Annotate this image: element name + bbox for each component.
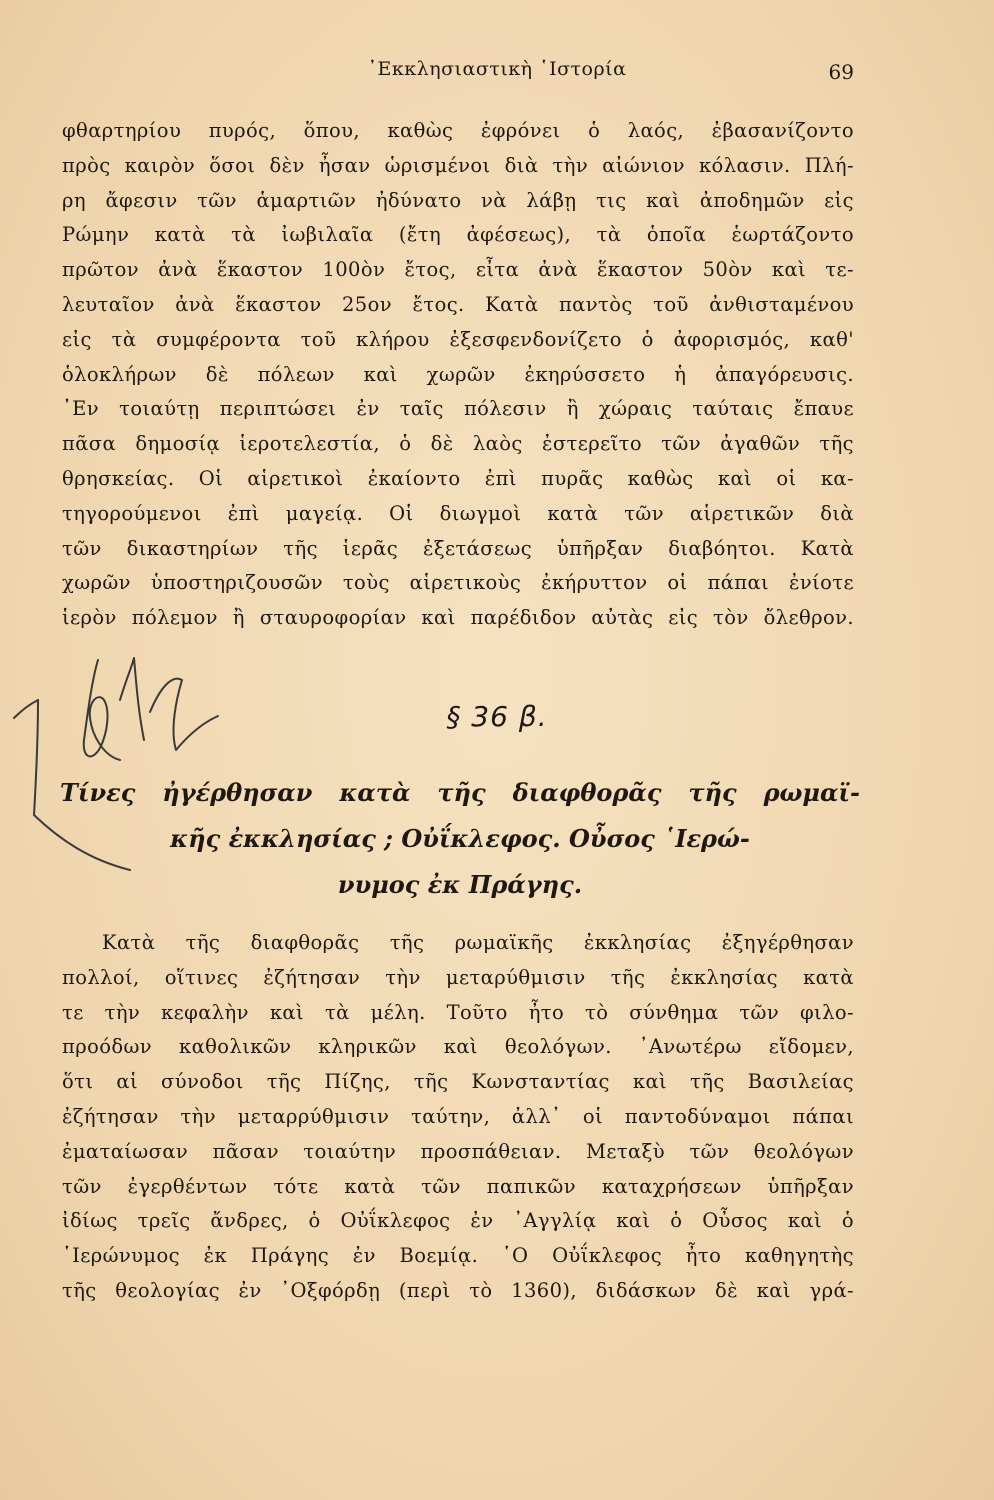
text-line: ῾Ιερώνυμος ἐκ Πράγης ἐν Βοεμίᾳ. ῾Ο Οὐΐκλεφος ἦτο καθηγητὴς (62, 1244, 854, 1268)
section-number: § 36 β. (446, 700, 548, 733)
text-line: πᾶσα δημοσίᾳ ἱεροτελεστία, ὁ δὲ λαὸς ἐστερεῖτο τῶν ἀγαθῶν τῆς (62, 432, 854, 456)
text-line: ᾿Εν τοιαύτῃ περιπτώσει ἐν ταῖς πόλεσιν ἢ χώραις ταύταις ἔπαυε (62, 397, 854, 421)
text-line: τῆς θεολογίας ἐν ᾿Οξφόρδῃ (περὶ τὸ 1360), διδάσκων δὲ καὶ γρά- (62, 1278, 854, 1302)
text-line: τῶν ἐγερθέντων τότε κατὰ τῶν παπικῶν καταχρήσεων ὑπῆρξαν (62, 1174, 854, 1198)
section-heading (60, 770, 860, 908)
text-line: πρὸς καιρὸν ὅσοι δὲν ἦσαν ὡρισμένοι διὰ τὴν αἰώνιον κόλασιν. Πλή- (62, 153, 854, 177)
paragraph-2 (62, 926, 854, 1309)
text-line: τῶν δικαστηρίων τῆς ἱερᾶς ἐξετάσεως ὑπῆρξαν διαβόητοι. Κατὰ (62, 536, 854, 560)
text-line: ὁλοκλήρων δὲ πόλεων καὶ χωρῶν ἐκηρύσσετο ἡ ἀπαγόρευσις. (62, 362, 854, 386)
text-line: φθαρτηρίου πυρός, ὅπου, καθὼς ἐφρόνει ὁ λαός, ἐβασανίζοντο (62, 119, 854, 142)
text-line: ὅτι αἱ σύνοδοι τῆς Πίζης, τῆς Κωνσταντίας καὶ τῆς Βασιλείας (62, 1070, 854, 1094)
heading-line: κῆς ἐκκλησίας ; Οὐΐκλεφος. Οὖσος ῾Ιερώ- (170, 824, 750, 853)
running-title: ᾿Εκκλησιαστικὴ ῾Ιστορία (367, 58, 627, 80)
text-line: ἐματαίωσαν πᾶσαν τοιαύτην προσπάθειαν. Μεταξὺ τῶν θεολόγων (62, 1139, 854, 1163)
text-line: τηγορούμενοι ἐπὶ μαγείᾳ. Οἱ διωγμοὶ κατὰ τῶν αἱρετικῶν διὰ (62, 501, 854, 525)
text-line: χωρῶν ὑποστηριζουσῶν τοὺς αἱρετικοὺς ἐκήρυττον οἱ πάπαι ἐνίοτε (62, 571, 854, 595)
text-line: ἰδίως τρεῖς ἄνδρες, ὁ Οὐΐκλεφος ἐν ᾿Αγγλίᾳ καὶ ὁ Οὖσος καὶ ὁ (62, 1209, 854, 1233)
text-line: εἰς τὰ συμφέροντα τοῦ κλήρου ἐξεσφενδονίζετο ὁ ἀφορισμός, καθ' (62, 327, 854, 351)
text-line: Κατὰ τῆς διαφθορᾶς τῆς ρωμαϊκῆς ἐκκλησίας ἐξηγέρθησαν (102, 931, 854, 954)
heading-line: Τίνες ἠγέρθησαν κατὰ τῆς διαφθορᾶς τῆς ρωμαϊ- (60, 778, 860, 807)
text-line: ἐζήτησαν τὴν μεταρρύθμισιν ταύτην, ἀλλ᾿ οἱ παντοδύναμοι πάπαι (62, 1104, 854, 1128)
heading-line: νυμος ἐκ Πράγης. (337, 870, 583, 899)
text-line: ἱερὸν πόλεμον ἢ σταυροφορίαν καὶ παρέδιδον αὐτὰς εἰς τὸν ὄλεθρον. (62, 606, 854, 630)
text-line: ρη ἄφεσιν τῶν ἁμαρτιῶν ἠδύνατο νὰ λάβῃ τις καὶ ἀποδημῶν εἰς (62, 188, 854, 212)
text-line: Ρώμην κατὰ τὰ ἰωβιλαῖα (ἔτη ἀφέσεως), τὰ ὁποῖα ἑωρτάζοντο (62, 223, 854, 247)
text-line: πολλοί, οἵτινες ἐζήτησαν τὴν μεταρύθμισιν τῆς ἐκκλησίας κατὰ (62, 965, 854, 989)
paragraph-1 (62, 114, 854, 636)
page-number: 69 (828, 60, 854, 84)
running-head (60, 58, 934, 94)
text-line: θρησκείας. Οἱ αἱρετικοὶ ἐκαίοντο ἐπὶ πυρᾶς καθὼς καὶ οἱ κα- (62, 466, 854, 490)
text-line: προόδων καθολικῶν κληρικῶν καὶ θεολόγων. ᾿Ανωτέρω εἴδομεν, (62, 1035, 854, 1059)
text-line: τε τὴν κεφαλὴν καὶ τὰ μέλη. Τοῦτο ἦτο τὸ σύνθημα τῶν φιλο- (62, 1000, 854, 1024)
text-line: πρῶτον ἀνὰ ἕκαστον 100ὸν ἔτος, εἶτα ἀνὰ ἕκαστον 50ὸν καὶ τε- (62, 258, 854, 282)
text-line: λευταῖον ἀνὰ ἕκαστον 25ον ἔτος. Κατὰ παντὸς τοῦ ἀνθισταμένου (62, 292, 854, 316)
